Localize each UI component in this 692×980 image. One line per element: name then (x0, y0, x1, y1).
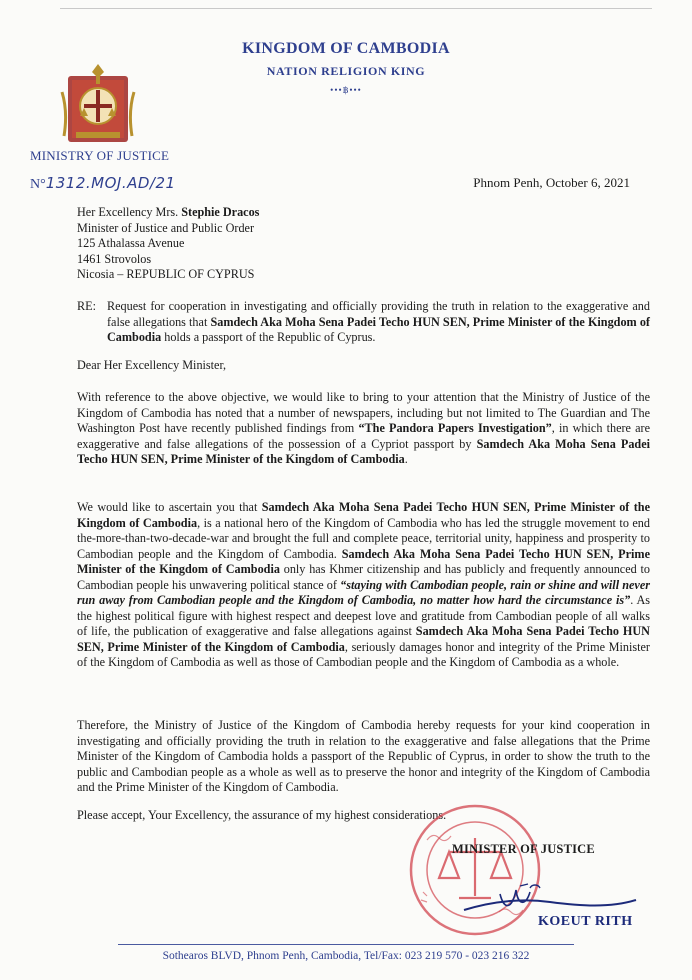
letterhead-motto: NATION RELIGION KING (266, 64, 426, 78)
subject-part: Request for cooperation in investigating and officially providing the truth in relation to the exaggerative and false allegations that (107, 299, 650, 329)
paragraph-text: . As the highest political figure with highest respect and deepest love and gratitude from Cambodian people of all walks of life, the publication of exaggerative and false allegations against (77, 593, 650, 638)
subject-line (77, 299, 650, 346)
reference-number (30, 174, 176, 193)
addressee-honorific: Her Excellency Mrs. (77, 205, 182, 219)
paragraph-bold: Samdech Aka Moha Sena Padei Techo HUN SEN, Prime Minister of the Kingdom of Cambodia (77, 436, 650, 466)
subject-bold: Samdech Aka Moha Sena Padei Techo HUN SEN, Prime Minister of the Kingdom of Cambodia (107, 314, 650, 344)
closing-line: Please accept, Your Excellency, the assurance of my highest considerations. (77, 808, 447, 822)
paragraph-bold: Samdech Aka Moha Sena Padei Techo HUN SEN, Prime Minister of the Kingdom of Cambodia (77, 500, 650, 530)
addressee-line: Minister of Justice and Public Order (77, 220, 255, 235)
addressee-block (77, 205, 650, 283)
addressee-line: 1461 Strovolos (77, 251, 152, 266)
footer-address: Sothearos BLVD, Phnom Penh, Cambodia, Tel/Fax: 023 219 570 - 023 216 322 (162, 950, 530, 962)
subject-label: RE: (77, 299, 96, 313)
salutation: Dear Her Excellency Minister, (77, 358, 227, 372)
paragraph-1 (77, 390, 650, 468)
ministry-name: MINISTRY OF JUSTICE (30, 148, 170, 163)
paragraph-text: only has Khmer citizenship and has publicly and frequently announced to Cambodian people his unwavering political stance of (77, 562, 650, 592)
paragraph-bold: Samdech Aka Moha Sena Padei Techo HUN SEN, Prime Minister of the Kingdom of Cambodia (77, 624, 650, 654)
paragraph-2 (77, 500, 650, 671)
paragraph-text: With reference to the above objective, we would like to bring to your attention that the Ministry of Justice of the Kingdom of Cambodia has noted that a number of newspapers, including but not limited to The Guardian and The Washington Post have recently published findings from (77, 390, 650, 435)
paragraph-quote: “staying with Cambodian people, rain or shine and will never run away from Cambodian people and the Kingdom of Cambodia, no matter how hard the circumstance is” (77, 577, 650, 607)
paragraph-text: We would like to ascertain you that (77, 500, 262, 514)
paragraph-bold: Samdech Aka Moha Sena Padei Techo HUN SEN, Prime Minister of the Kingdom of Cambodia (77, 546, 650, 576)
letterhead-kingdom: KINGDOM OF CAMBODIA (242, 40, 450, 57)
footer-rule (118, 944, 574, 945)
top-rule (60, 8, 652, 9)
paragraph-text: , is a national hero of the Kingdom of Cambodia who has led the struggle movement to end the-more-than-two-decade-war and brought the full and complete peace, territorial unity, happiness and prosperity to Cambodian people and the Kingdom of Cambodia. (77, 515, 650, 561)
paragraph-3: Therefore, the Ministry of Justice of the Kingdom of Cambodia hereby requests for your kind cooperation in investigating and officially providing the truth in relation to the exaggerative and false allegations that the Prime Minister of the Kingdom of Cambodia holds a passport of the Republic of Cyprus, in order to show the truth to the public and Cambodian people as a whole as well as to preserve the honor and integrity of the Kingdom of Cambodia and the Prime Minister of the Kingdom of Cambodia. (77, 718, 650, 794)
signatory-title: MINISTER OF JUSTICE (452, 842, 595, 856)
letter-date: Phnom Penh, October 6, 2021 (473, 175, 630, 190)
letterhead-ornament: •••฿••• (330, 85, 362, 95)
reference-value: 1312.MOJ.AD/21 (45, 174, 176, 192)
ministry-emblem-icon (58, 62, 138, 146)
paragraph-bold: “The Pandora Papers Investigation” (358, 421, 552, 435)
reference-prefix: N° (30, 177, 46, 192)
addressee-line: 125 Athalassa Avenue (77, 236, 185, 250)
addressee-line: Nicosia – REPUBLIC OF CYPRUS (77, 267, 255, 281)
paragraph-text: . (404, 452, 408, 466)
addressee-line (77, 205, 650, 221)
paragraph-text: , seriously damages honor and integrity of the Prime Minister of the Kingdom of Cambodia as well as those of Cambodian people and the Kingdom of Cambodia as a whole. (77, 639, 650, 669)
addressee-name: Stephie Dracos (181, 205, 260, 219)
paragraph-text: , in which there are exaggerative and false allegations of the possession of a Cypriot passport by (77, 421, 650, 451)
signatory-name: KOEUT RITH (538, 914, 633, 929)
subject-text (107, 299, 650, 346)
subject-part: holds a passport of the Republic of Cyprus. (161, 330, 376, 344)
